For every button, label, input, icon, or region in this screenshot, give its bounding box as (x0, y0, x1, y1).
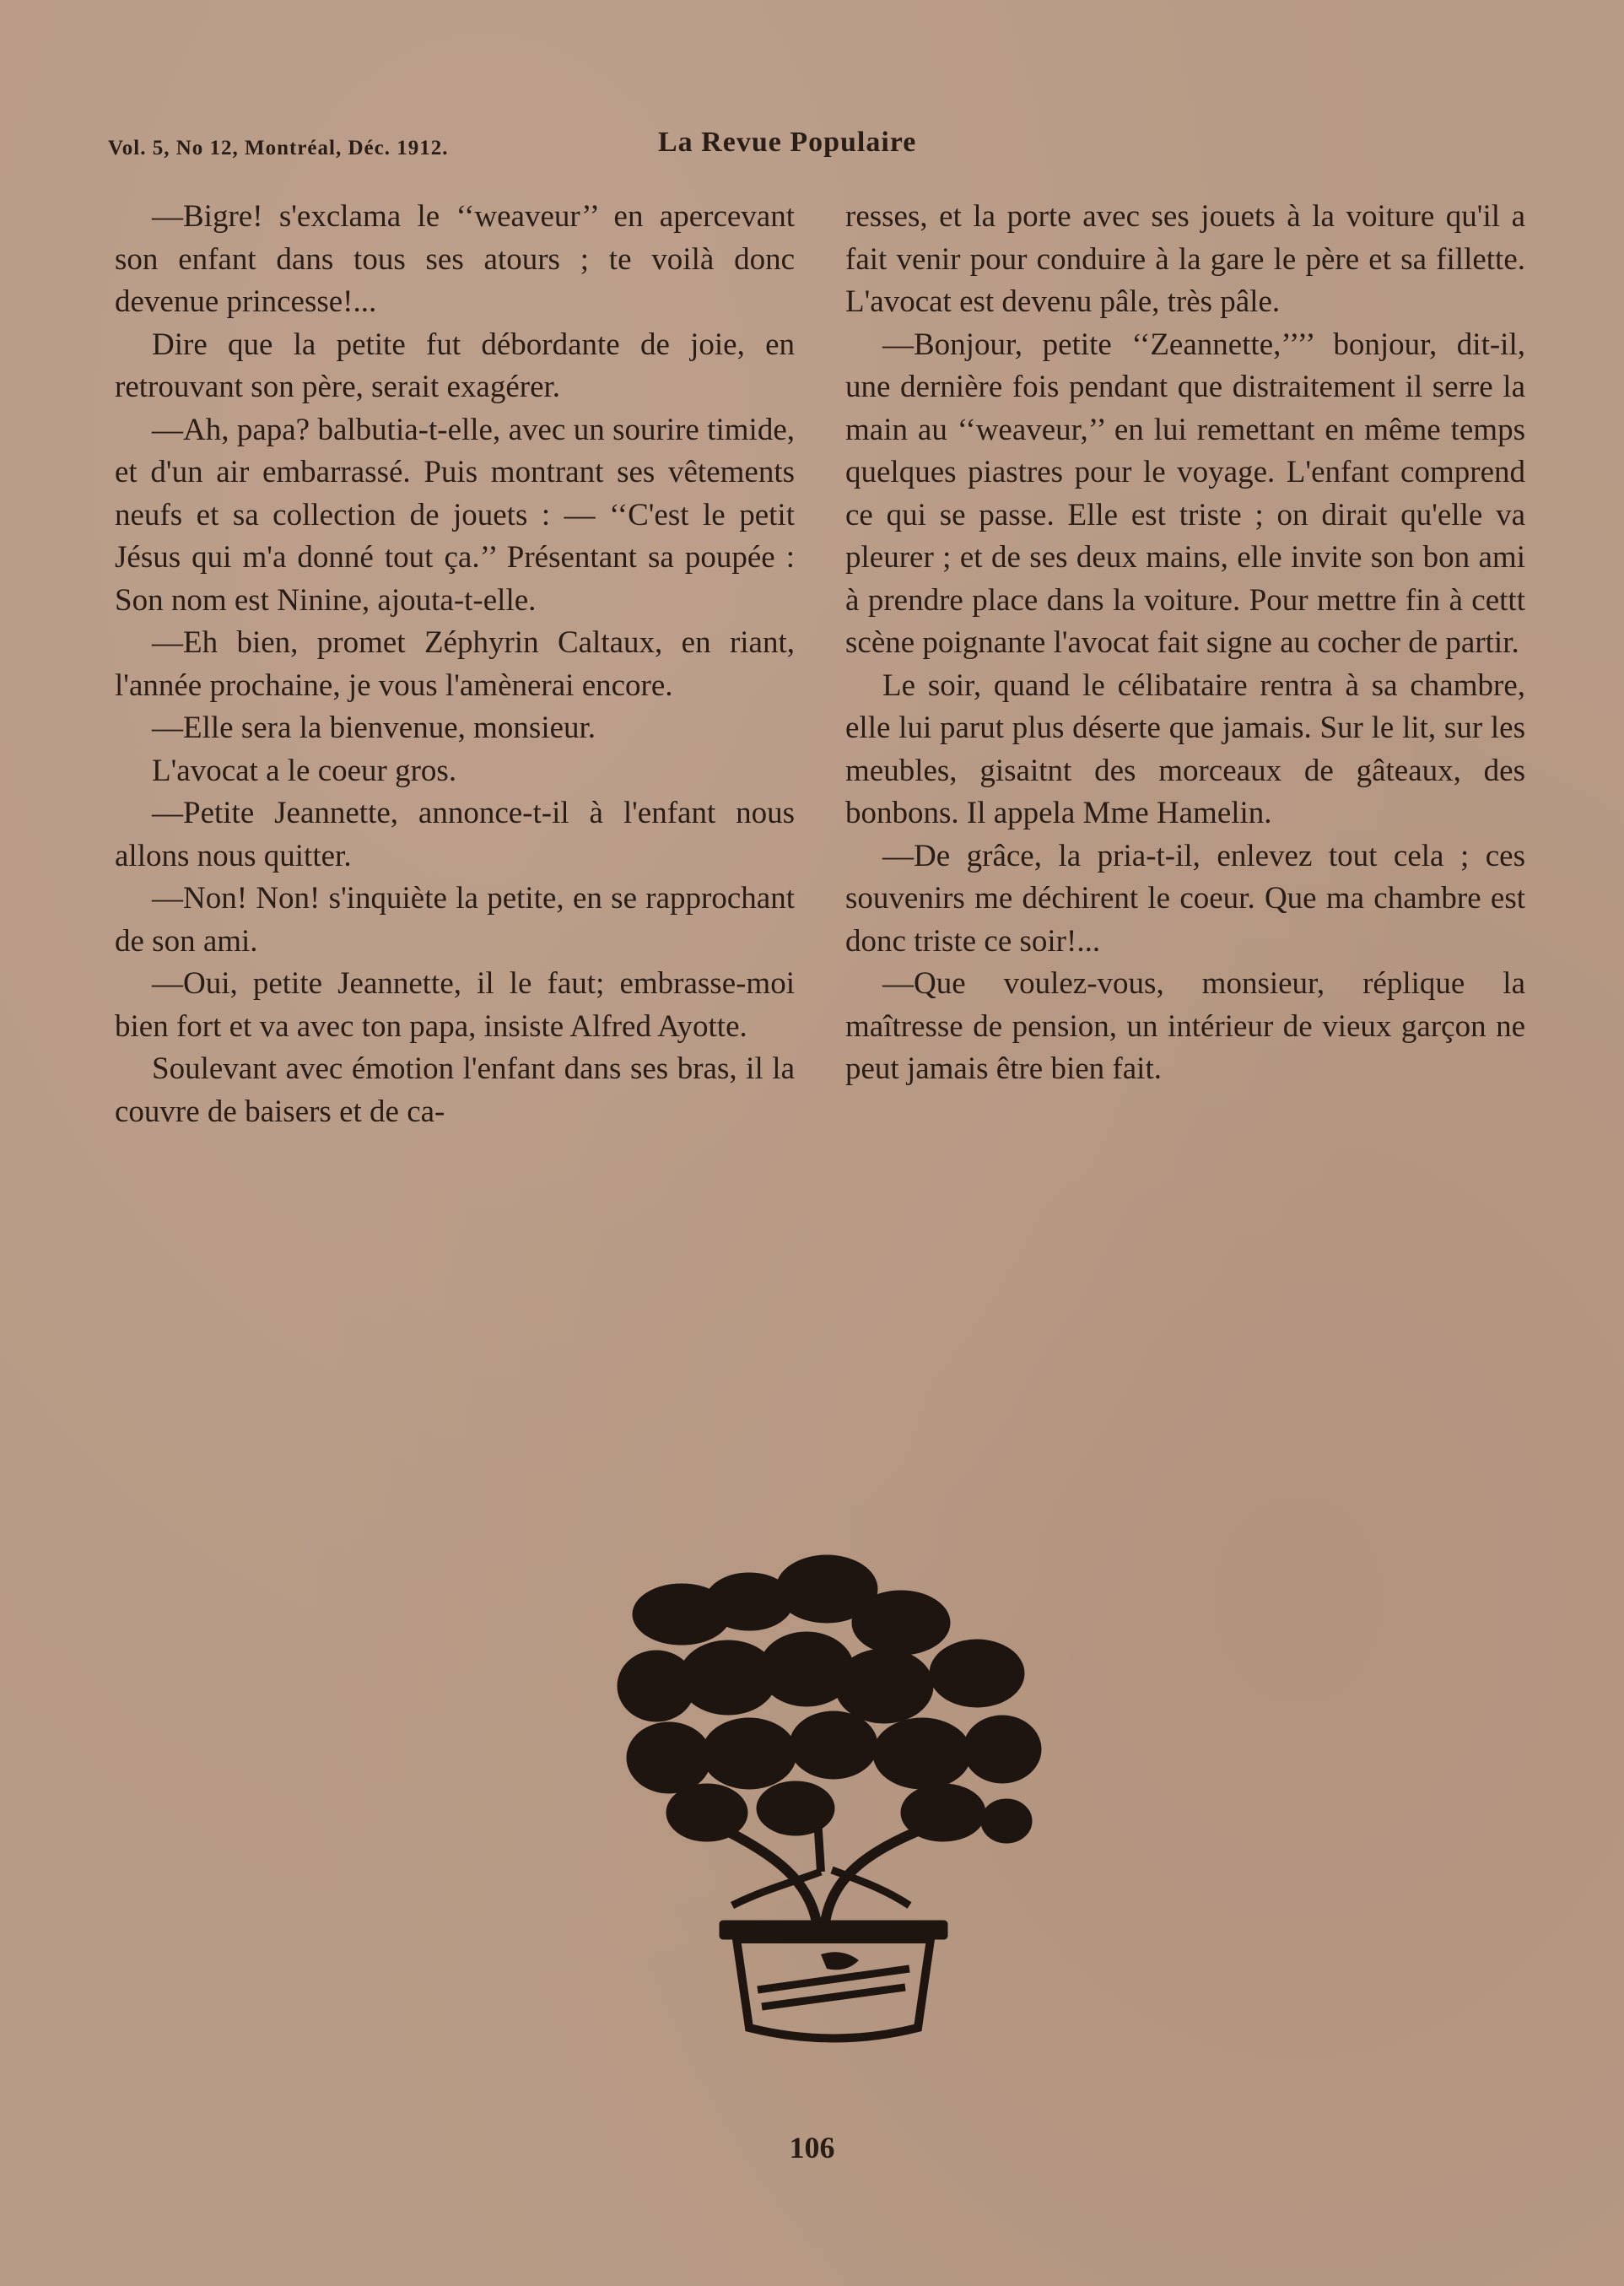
running-head (108, 127, 1542, 169)
paragraph: —Elle sera la bienvenue, monsieur. (152, 711, 596, 745)
right-column (845, 196, 1525, 1091)
publication-title: La Revue Populaire (658, 127, 917, 158)
paragraph: resses, et la porte avec ses jouets à la voiture qu'il a fait venir pour conduire à la gare le père et sa fillette. L'avocat est devenu pâle, très pâle. (845, 199, 1525, 319)
left-column (115, 196, 795, 1133)
page-number: 106 (789, 2131, 835, 2164)
paragraph: —Eh bien, promet Zéphyrin Caltaux, en riant, l'année prochaine, je vous l'amènerai encore. (115, 625, 795, 703)
potted-shrub-ornament-icon (606, 1551, 1061, 2057)
paragraph: L'avocat a le coeur gros. (152, 753, 457, 788)
paragraph: —Que voulez-vous, monsieur, réplique la maîtresse de pension, un intérieur de vieux garçon ne peut jamais être bien fait. (845, 966, 1525, 1086)
paragraph: —Petite Jeannette, annonce-t-il à l'enfant nous allons nous quitter. (115, 796, 795, 873)
paragraph: —Bigre! s'exclama le ‘‘weaveur’’ en apercevant son enfant dans tous ses atours ; te voilà donc devenue princesse!... (115, 199, 795, 319)
paragraph: —Oui, petite Jeannette, il le faut; embrasse-moi bien fort et va avec ton papa, insiste Alfred Ayotte. (115, 966, 795, 1044)
paragraph: —De grâce, la pria-t-il, enlevez tout cela ; ces souvenirs me déchirent le coeur. Que ma chambre est donc triste ce soir!... (845, 838, 1525, 959)
paragraph: —Ah, papa? balbutia-t-elle, avec un sourire timide, et d'un air embarrassé. Puis montrant ses vêtements neufs et sa collection de jouets : — ‘‘C'est le petit Jésus qui m'a donné tout ça.’’ Présentant sa poupée : Son nom est Ninine, ajouta-t-elle. (115, 412, 795, 618)
paragraph: —Bonjour, petite ‘‘Zeannette,’’’’ bonjour, dit-il, une dernière fois pendant que distraitement il serre la main au ‘‘weaveur,’’ en lui remettant en même temps quelques piastres pour le voyage. L'enfant comprend ce qui se passe. Elle est triste ; on dirait qu'elle va pleurer ; et de ses deux mains, elle invite son bon ami à prendre place dans la voiture. Pour mettre fin à cettt scène poignante l'avocat fait signe au cocher de partir. (845, 327, 1525, 660)
paragraph: —Non! Non! s'inquiète la petite, en se rapprochant de son ami. (115, 881, 795, 959)
issue-line: Vol. 5, No 12, Montréal, Déc. 1912. (108, 137, 449, 159)
paragraph: Soulevant avec émotion l'enfant dans ses bras, il la couvre de baisers et de ca- (115, 1051, 795, 1129)
paragraph: Le soir, quand le célibataire rentra à sa chambre, elle lui parut plus déserte que jamais. Sur le lit, sur les meubles, gisaitnt des morceaux de gâteaux, des bonbons. Il appela Mme Hamelin. (845, 667, 1525, 830)
paragraph: Dire que la petite fut débordante de joie, en retrouvant son père, serait exagérer. (115, 327, 795, 404)
